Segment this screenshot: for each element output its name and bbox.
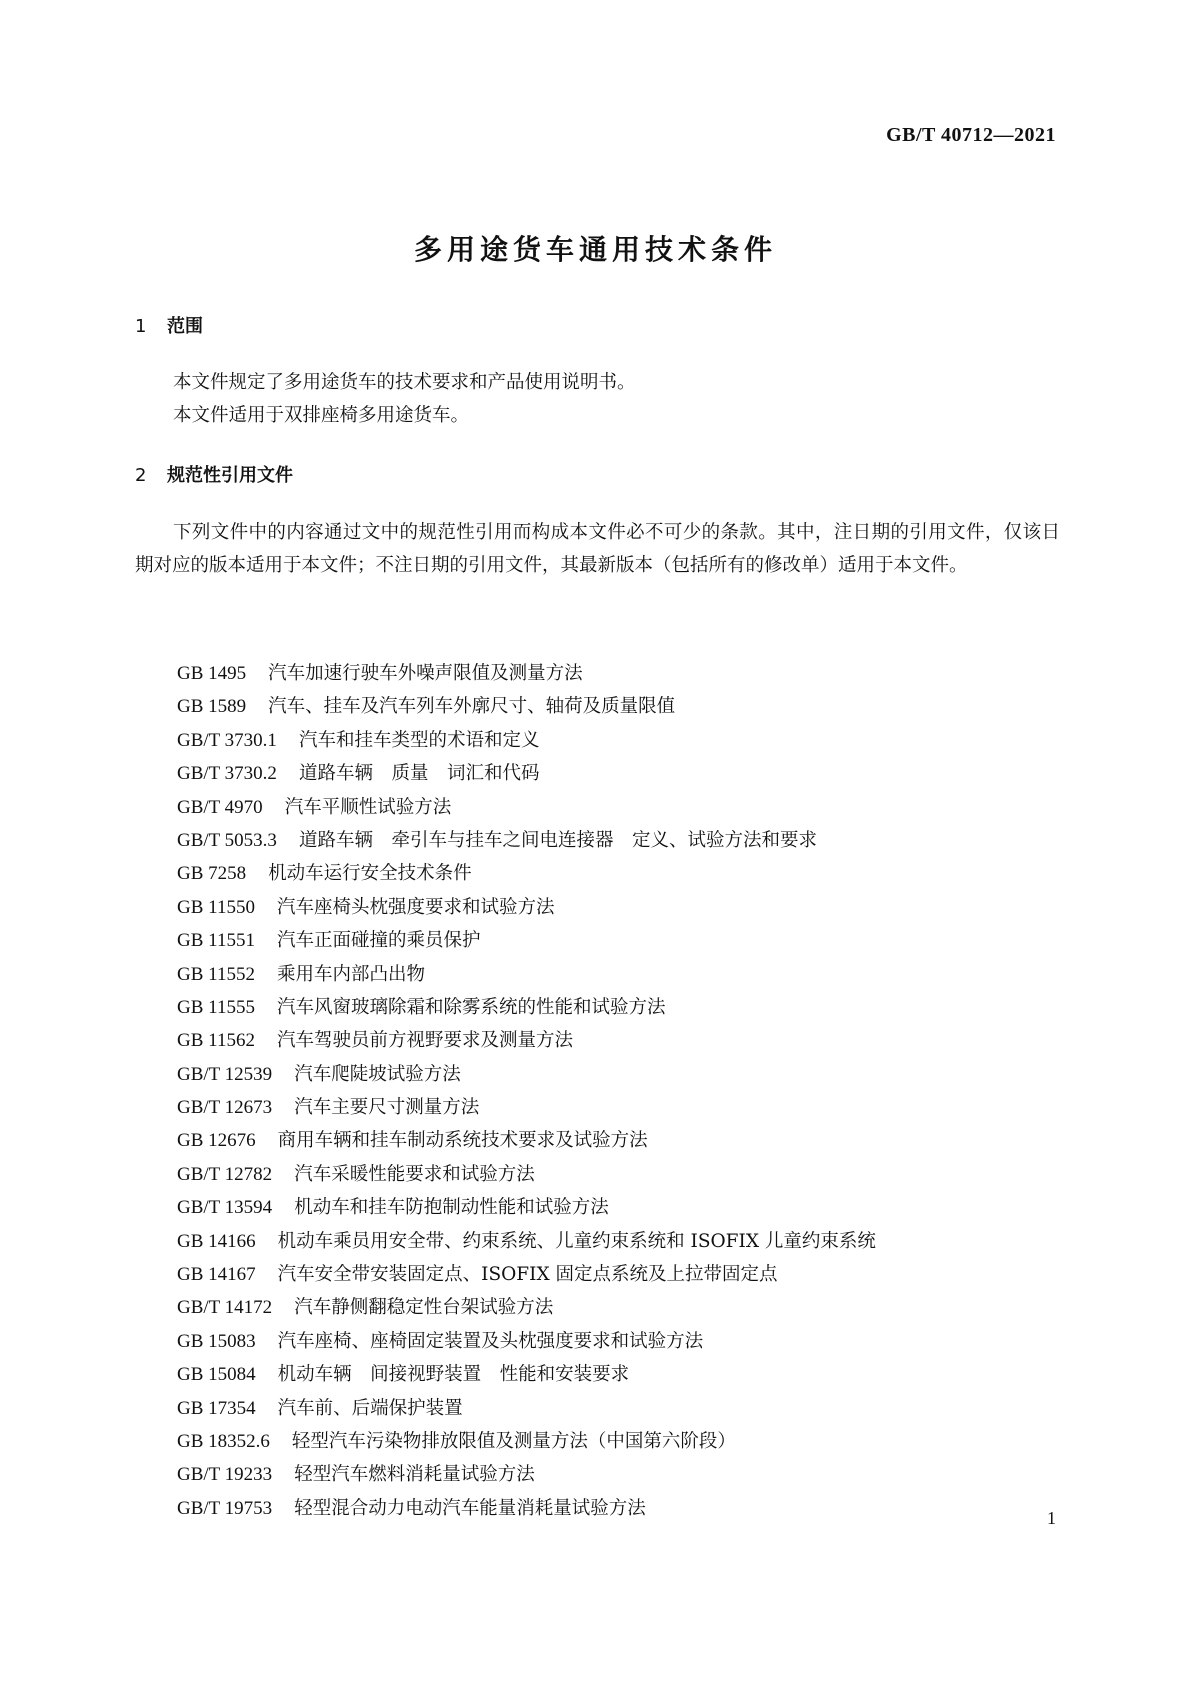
reference-title: 汽车和挂车类型的术语和定义 [298,729,540,751]
reference-code: GB/T 14172 [177,1297,273,1319]
section-1-heading [135,312,203,338]
reference-title: 汽车前、后端保护装置 [277,1397,463,1419]
reference-title: 汽车平顺性试验方法 [284,796,452,818]
section-2-title: 规范性引用文件 [167,465,293,486]
reference-item [177,891,876,924]
reference-code: GB/T 3730.1 [177,729,277,751]
section-1-number: 1 [135,316,147,337]
reference-code: GB 1495 [177,663,247,684]
reference-title: 机动车和挂车防抱制动性能和试验方法 [294,1197,609,1219]
section-2-intro: 下列文件中的内容通过文中的规范性引用而构成本文件必不可少的条款。其中，注日期的引用文件，仅该日期对应的版本适用于本文件；不注日期的引用文件，其最新版本（包括所有的修改单）适用于本文件。 [135,522,1060,576]
reference-code: GB/T 12782 [177,1163,273,1185]
reference-item [177,1492,876,1525]
reference-title: 汽车主要尺寸测量方法 [294,1097,480,1119]
reference-code: GB 17354 [177,1397,256,1419]
reference-item [177,1325,876,1358]
section-1-paragraph: 本文件规定了多用途货车的技术要求和产品使用说明书。 [173,372,636,393]
reference-title: 汽车座椅、座椅固定装置及头枕强度要求和试验方法 [277,1330,704,1352]
reference-code: GB 15083 [177,1330,256,1352]
reference-item [177,1191,876,1224]
reference-item [177,690,876,723]
reference-title: 汽车、挂车及汽车列车外廓尺寸、轴荷及质量限值 [268,696,676,718]
reference-code: GB/T 4970 [177,796,263,818]
reference-code: GB 14167 [177,1264,256,1286]
reference-item [177,1258,876,1291]
reference-item [177,1458,876,1491]
reference-title: 乘用车内部凸出物 [276,963,425,985]
reference-code: GB 1589 [177,696,247,718]
reference-title: 汽车风窗玻璃除霜和除雾系统的性能和试验方法 [276,996,666,1018]
reference-item [177,1291,876,1324]
reference-title: 轻型汽车污染物排放限值及测量方法（中国第六阶段） [291,1430,736,1452]
reference-title: 道路车辆 质量 词汇和代码 [298,763,540,785]
reference-code: GB/T 12673 [177,1097,273,1119]
reference-title: 汽车加速行驶车外噪声限值及测量方法 [268,663,583,684]
reference-code: GB 11562 [177,1030,255,1052]
reference-title: 机动车运行安全技术条件 [268,863,472,885]
reference-title: 汽车静侧翻稳定性台架试验方法 [294,1297,554,1319]
reference-title: 轻型混合动力电动汽车能量消耗量试验方法 [294,1497,646,1519]
reference-code: GB 12676 [177,1130,256,1152]
reference-title: 汽车安全带安装固定点、ISOFIX 固定点系统及上拉带固定点 [277,1264,778,1286]
reference-title: 汽车驾驶员前方视野要求及测量方法 [276,1030,573,1052]
reference-item [177,991,876,1024]
section-1-title: 范围 [167,316,203,337]
reference-item [177,958,876,991]
reference-item [177,1091,876,1124]
reference-title: 轻型汽车燃料消耗量试验方法 [294,1464,535,1486]
reference-item [177,824,876,857]
reference-code: GB/T 12539 [177,1063,273,1085]
reference-item [177,1225,876,1258]
standard-number: GB/T 40712—2021 [886,124,1056,146]
document-title: 多用途货车通用技术条件 [413,233,777,266]
reference-item [177,1024,876,1057]
reference-code: GB/T 19753 [177,1497,273,1519]
reference-item [177,757,876,790]
reference-item [177,791,876,824]
reference-item [177,1392,876,1425]
reference-code: GB 14166 [177,1230,256,1252]
reference-item [177,1058,876,1091]
reference-code: GB 11550 [177,896,255,918]
reference-code: GB 18352.6 [177,1430,270,1452]
reference-title: 汽车采暖性能要求和试验方法 [294,1163,535,1185]
reference-code: GB 15084 [177,1364,256,1386]
reference-item [177,1158,876,1191]
section-2-heading [135,461,293,487]
reference-item [177,657,876,690]
reference-item [177,1425,876,1458]
reference-code: GB/T 13594 [177,1197,273,1219]
reference-item [177,924,876,957]
reference-title: 机动车乘员用安全带、约束系统、儿童约束系统和 ISOFIX 儿童约束系统 [277,1230,876,1252]
reference-title: 道路车辆 牵引车与挂车之间电连接器 定义、试验方法和要求 [298,829,817,851]
reference-code: GB 11551 [177,930,255,952]
reference-code: GB 11552 [177,963,255,985]
reference-item [177,724,876,757]
reference-title: 机动车辆 间接视野装置 性能和安装要求 [277,1364,630,1386]
reference-title: 汽车爬陡坡试验方法 [294,1063,461,1085]
reference-code: GB 11555 [177,996,255,1018]
reference-code: GB/T 3730.2 [177,763,277,785]
reference-title: 汽车正面碰撞的乘员保护 [276,930,481,952]
section-1-paragraph: 本文件适用于双排座椅多用途货车。 [173,405,470,426]
reference-item [177,857,876,890]
reference-title: 商用车辆和挂车制动系统技术要求及试验方法 [277,1130,648,1152]
section-2-number: 2 [135,465,147,486]
reference-item [177,1358,876,1391]
page-number: 1 [1047,1508,1056,1528]
reference-title: 汽车座椅头枕强度要求和试验方法 [276,896,555,918]
reference-item [177,1124,876,1157]
reference-code: GB/T 19233 [177,1464,273,1486]
reference-code: GB 7258 [177,863,247,885]
reference-code: GB/T 5053.3 [177,829,277,851]
reference-list [177,657,876,1525]
